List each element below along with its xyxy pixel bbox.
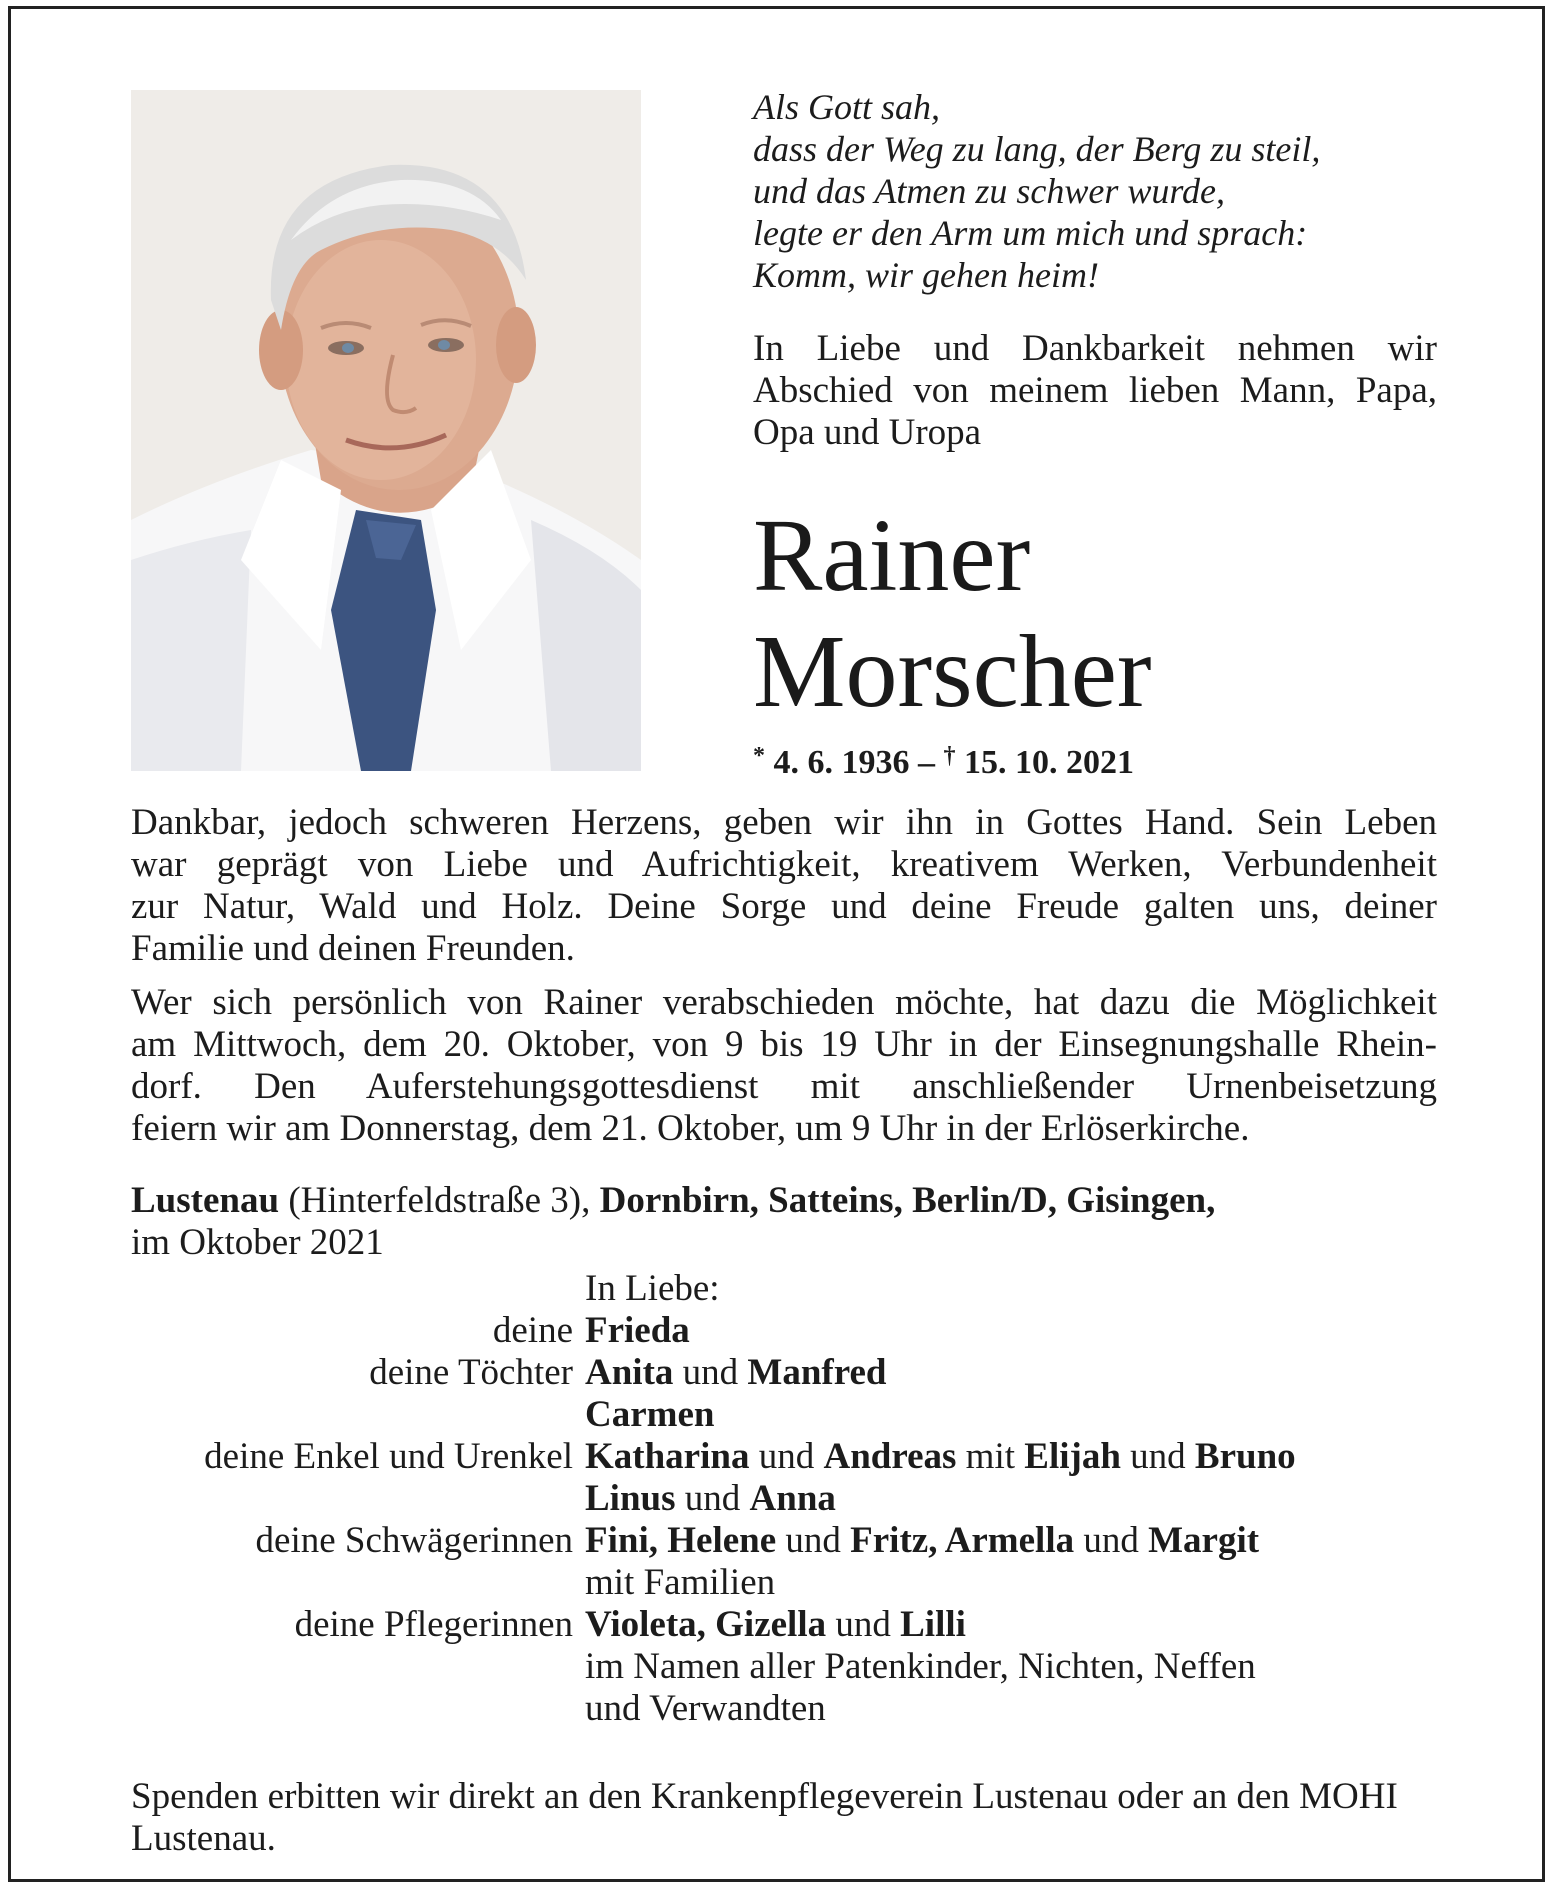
paragraph-ceremony: [131, 982, 1437, 1150]
relation-label: deine: [492, 1310, 573, 1351]
address: (Hinterfeldstraße 3),: [288, 1180, 591, 1221]
paragraph-line: Wer sich persönlich von Rainer verabschieden möchte, hat dazu die Möglichkeit: [131, 982, 1437, 1023]
date-separator: –: [918, 744, 935, 781]
family-name: Fritz, Armella: [850, 1520, 1075, 1561]
paragraph-life: [131, 802, 1437, 970]
family-name: Linus: [585, 1478, 676, 1519]
family-name: Violeta, Gizella: [585, 1604, 827, 1645]
place-date: im Oktober 2021: [131, 1222, 384, 1263]
family-row-grandchildren: [131, 1436, 1461, 1478]
relation-label: deine Enkel und Urenkel: [204, 1436, 573, 1477]
paragraph-line: Familie und deinen Freunden.: [131, 928, 575, 969]
poem-line: dass der Weg zu lang, der Berg zu steil,: [753, 129, 1321, 169]
city: Lustenau: [131, 1180, 280, 1221]
donation-note: Spenden erbitten wir direkt an den Krankenpflegeverein Lustenau oder an den MOHI Lustenau.: [131, 1776, 1398, 1859]
family-name: Bruno: [1194, 1436, 1296, 1477]
poem-line: und das Atmen zu schwer wurde,: [753, 171, 1225, 211]
paragraph-line: dorf. Den Auferstehungsgottesdienst mit anschließender Urnenbeisetzung: [131, 1066, 1437, 1107]
relation-label: deine Töchter: [369, 1352, 573, 1393]
birth-symbol: *: [753, 743, 765, 769]
with-families: mit Familien: [585, 1562, 776, 1603]
connector: und: [684, 1478, 741, 1519]
connector: und: [1083, 1520, 1139, 1561]
family-name: Manfred: [747, 1352, 887, 1393]
relation-label: deine Schwägerinnen: [255, 1520, 573, 1561]
paragraph-line: am Mittwoch, dem 20. Oktober, von 9 bis 19 Uhr in der Einsegnungshalle Rhein-: [131, 1024, 1437, 1065]
family-name: Frieda: [585, 1310, 690, 1351]
other-places: Dornbirn, Satteins, Berlin/D, Gisingen,: [599, 1180, 1216, 1221]
life-dates: [753, 736, 1134, 783]
connector: und: [835, 1604, 891, 1645]
connector: und: [682, 1352, 739, 1393]
birth-date: 4. 6. 1936: [773, 744, 910, 781]
relation-label: deine Pflegerinnen: [294, 1604, 573, 1645]
family-name: Katharina: [585, 1436, 750, 1477]
family-row-carers: [131, 1604, 1461, 1646]
poem-line: Komm, wir gehen heim!: [753, 255, 1099, 295]
family-row-daughters-2: [131, 1394, 1461, 1436]
places-line: [131, 1180, 1451, 1264]
last-name: Morscher: [753, 614, 1152, 729]
family-heading-row: [131, 1268, 1461, 1310]
family-row-relatives: [131, 1646, 1461, 1688]
paragraph-line: zur Natur, Wald und Holz. Deine Sorge und deine Freude galten uns, deiner: [131, 886, 1437, 927]
paragraph-line: war geprägt von Liebe und Aufrichtigkeit, kreativem Werken, Verbundenheit: [131, 844, 1437, 885]
poem-line: Als Gott sah,: [753, 87, 941, 127]
family-name: Lilli: [900, 1604, 966, 1645]
connector: mit: [965, 1436, 1016, 1477]
portrait-illustration: [131, 90, 641, 771]
death-date: 15. 10. 2021: [964, 744, 1134, 781]
first-name: Rainer: [753, 498, 1031, 613]
family-name: Carmen: [585, 1394, 715, 1435]
family-name: Elijah: [1024, 1436, 1121, 1477]
family-name: Fini, Helene: [585, 1520, 777, 1561]
paragraph-line: Dankbar, jedoch schweren Herzens, geben wir ihn in Gottes Hand. Sein Leben: [131, 802, 1437, 843]
family-row-wife: [131, 1310, 1461, 1352]
family-row-grandchildren-2: [131, 1478, 1461, 1520]
poem: [753, 86, 1453, 296]
connector: und: [758, 1436, 815, 1477]
family-list: [131, 1268, 1461, 1730]
family-row-daughters: [131, 1352, 1461, 1394]
poem-line: legte er den Arm um mich und sprach:: [753, 213, 1308, 253]
family-name: Margit: [1148, 1520, 1260, 1561]
family-row-relatives-2: [131, 1688, 1461, 1730]
family-name: Andreas: [823, 1436, 957, 1477]
family-row-sisters-2: [131, 1562, 1461, 1604]
portrait-photo: [131, 90, 641, 771]
farewell-intro: In Liebe und Dankbarkeit nehmen wir Abschied von meinem lieben Mann, Papa, Opa und Uropa: [753, 328, 1437, 453]
family-name: Anita: [585, 1352, 674, 1393]
paragraph-line: feiern wir am Donnerstag, dem 21. Oktober, um 9 Uhr in der Erlöserkirche.: [131, 1108, 1250, 1149]
family-name: Anna: [749, 1478, 836, 1519]
death-symbol: †: [943, 743, 956, 769]
relatives-line: und Verwandten: [585, 1688, 826, 1729]
relatives-line: im Namen aller Patenkinder, Nichten, Neffen: [585, 1646, 1256, 1687]
family-heading: In Liebe:: [585, 1268, 720, 1309]
family-row-sisters: [131, 1520, 1461, 1562]
deceased-name: [753, 498, 1152, 730]
connector: und: [1130, 1436, 1186, 1477]
connector: und: [785, 1520, 841, 1561]
